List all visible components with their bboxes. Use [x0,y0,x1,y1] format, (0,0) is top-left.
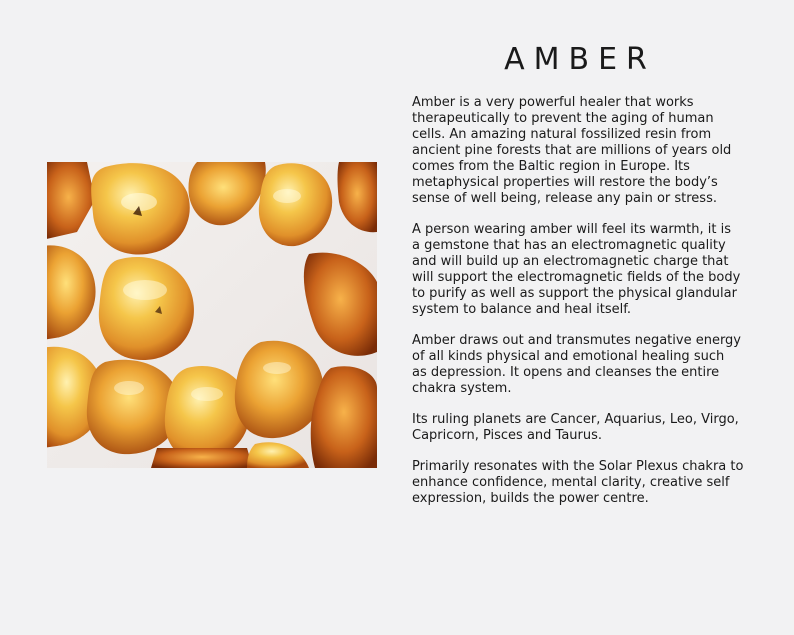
amber-stones-illustration [47,162,377,468]
amber-stones-photo [47,162,377,468]
paragraph-negative-energy: Amber draws out and transmutes negative energy of all kinds physical and emotional healing such as depression. It opens and cleanses the entire chakra system. [412,333,742,396]
description [412,95,757,522]
page-title: AMBER [504,42,656,77]
paragraph-warmth: A person wearing amber will feel its warmth, it is a gemstone that has an electromagnetic quality and will build up an electromagnetic charge that will support the electromagnetic fields of the body to purify as well as support the physical glandular system to balance and heal itself. [412,222,741,317]
paragraph-solar-plexus: Primarily resonates with the Solar Plexus chakra to enhance confidence, mental clarity, creative self expression, builds the power centre. [412,459,744,506]
paragraph-healer: Amber is a very powerful healer that works therapeutically to prevent the aging of human cells. An amazing natural fossilized resin from ancient pine forests that are millions of years old comes from the Baltic region in Europe. Its metaphysical properties will restore the body’s sense of well being, release any pain or stress. [412,95,732,206]
paragraph-ruling-planets: Its ruling planets are Cancer, Aquarius, Leo, Virgo, Capricorn, Pisces and Taurus. [412,412,739,443]
